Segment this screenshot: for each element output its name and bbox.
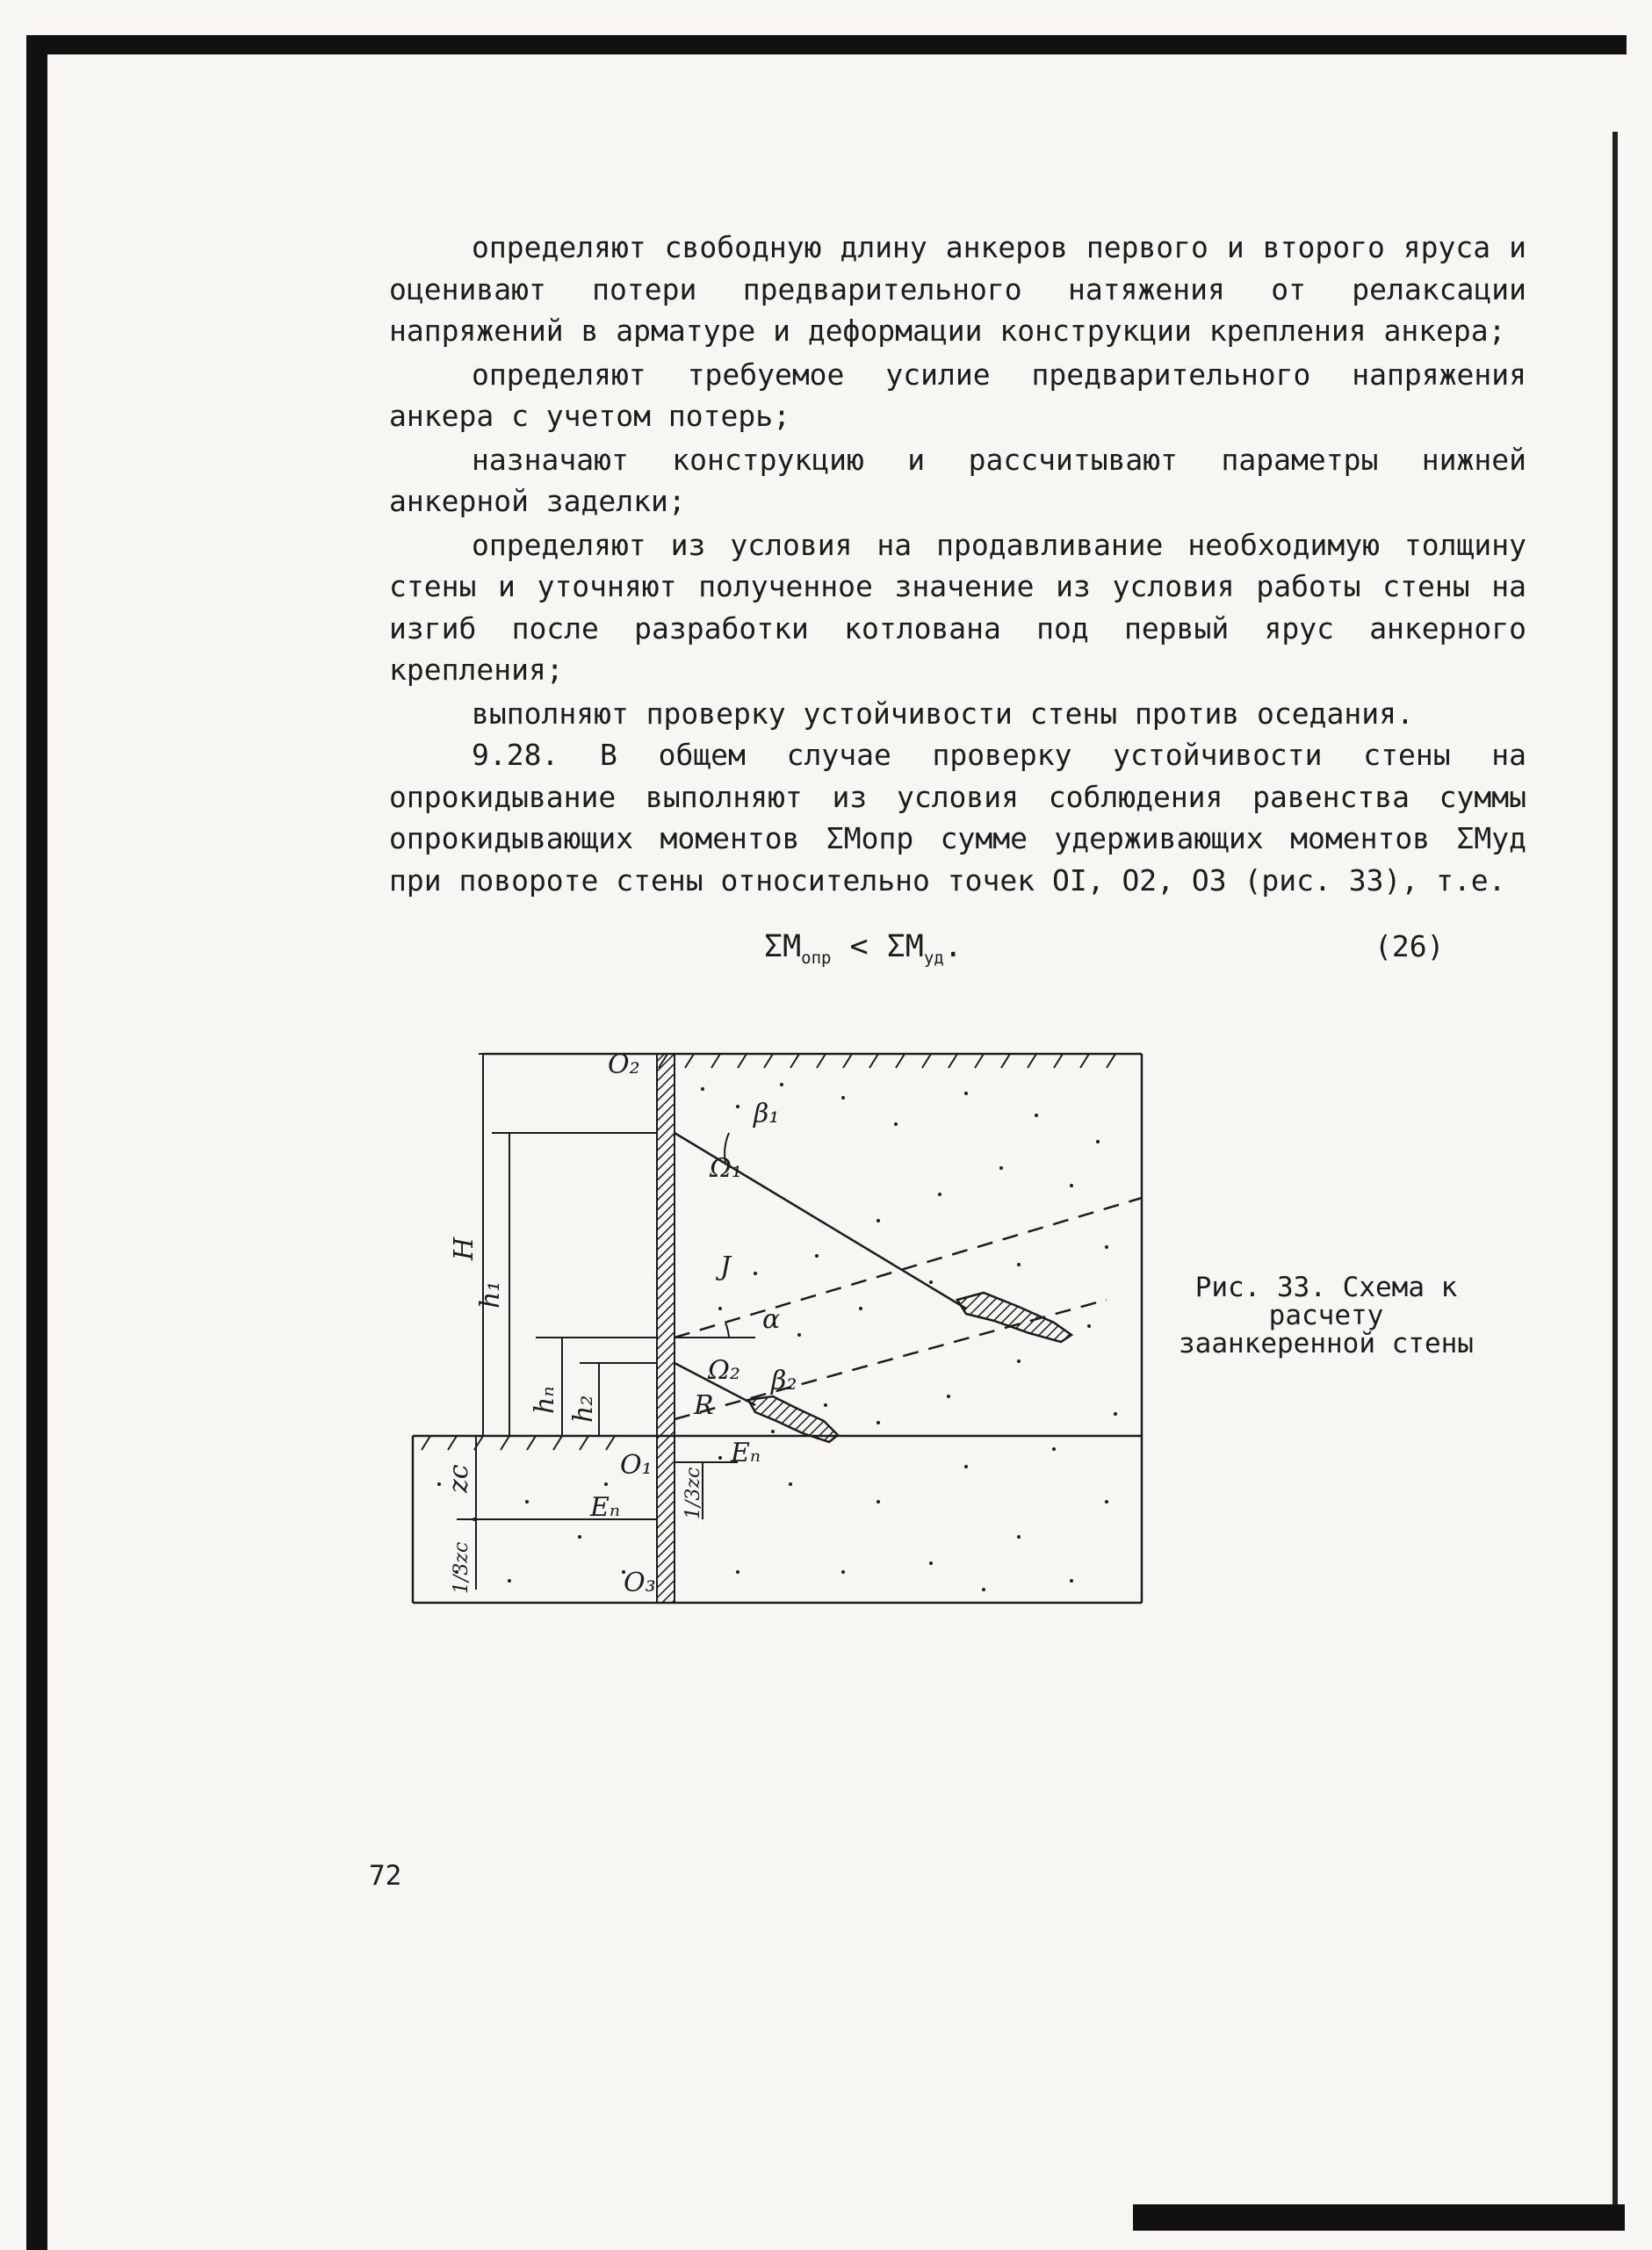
label-O1: O₁ xyxy=(620,1450,653,1481)
label-omega2: Ω₂ xyxy=(708,1355,740,1386)
paragraph-2: определяют требуемое усилие предварительного напряжения анкера с учетом потерь; xyxy=(389,357,1526,433)
figure-33 xyxy=(404,1045,1159,1616)
figure-caption: Рис. 33. Схема к расчету заанкеренной стены xyxy=(1179,1272,1474,1359)
label-J: J xyxy=(720,1251,732,1282)
label-Ep-right: Eₙ xyxy=(731,1438,761,1468)
label-omega1: Ω₁ xyxy=(710,1153,742,1184)
label-Ep-left: Eₙ xyxy=(590,1492,621,1523)
formula-right-sub: уд xyxy=(923,948,944,968)
label-beta1: β₁ xyxy=(754,1099,780,1129)
scan-border-top xyxy=(26,35,1627,54)
label-alpha: α xyxy=(762,1304,781,1335)
formula-right: ΣM xyxy=(886,929,924,964)
label-zc: zc xyxy=(444,1464,474,1493)
formula-26 xyxy=(764,929,963,968)
label-O3: O₃ xyxy=(624,1568,656,1598)
label-hn: hₙ xyxy=(530,1386,560,1414)
label-h2: h₂ xyxy=(568,1395,599,1423)
scan-border-bottom xyxy=(1133,2204,1625,2231)
slip-line-upper xyxy=(675,1198,1142,1338)
anchored-wall-diagram xyxy=(404,1045,1159,1616)
label-third-left: 1/3zc xyxy=(451,1541,473,1594)
paragraph-1: определяют свободную длину анкеров первого и второго яруса и оценивают потери предварительного натяжения от релаксации напряжений в арматуре и деформации конструкции крепления анкера; xyxy=(389,230,1526,348)
anchor-grout-1 xyxy=(957,1293,1071,1342)
formula-left-sub: опр xyxy=(801,948,832,968)
wall xyxy=(657,1054,675,1603)
formula-left: ΣM xyxy=(764,929,802,964)
label-h1: h₁ xyxy=(475,1280,506,1309)
scan-border-right xyxy=(1612,132,1618,2222)
equation-number: (26) xyxy=(1374,929,1445,963)
alpha-arc xyxy=(725,1323,729,1338)
page-number: 72 xyxy=(369,1860,402,1892)
scan-border-left xyxy=(26,35,47,2250)
paragraph-4: определяют из условия на продавливание необходимую толщину стены и уточняют полученное значение из условия работы стены на изгиб после разработки котлована под первый ярус анкерного крепления; xyxy=(389,527,1526,687)
paragraph-6: 9.28. В общем случае проверку устойчивости стены на опрокидывание выполняют из условия соблюдения равенства суммы опрокидывающих моментов ΣMопр сумме удерживающих моментов ΣMуд при повороте стены относительно точек OI, O2, O3 (рис. 33), т.е. xyxy=(389,738,1526,898)
formula-end: . xyxy=(943,929,963,964)
label-O2: O₂ xyxy=(608,1049,640,1080)
paragraph-3: назначают конструкцию и рассчитывают параметры нижней анкерной заделки; xyxy=(389,442,1526,518)
label-R: R xyxy=(694,1390,714,1421)
body-text xyxy=(389,227,1526,901)
label-third-right: 1/3zc xyxy=(682,1467,704,1519)
label-H: H xyxy=(449,1237,480,1260)
label-beta2: β₂ xyxy=(771,1366,797,1396)
paragraph-5: выполняют проверку устойчивости стены против оседания. xyxy=(472,696,1414,731)
formula-op: < xyxy=(831,929,887,964)
